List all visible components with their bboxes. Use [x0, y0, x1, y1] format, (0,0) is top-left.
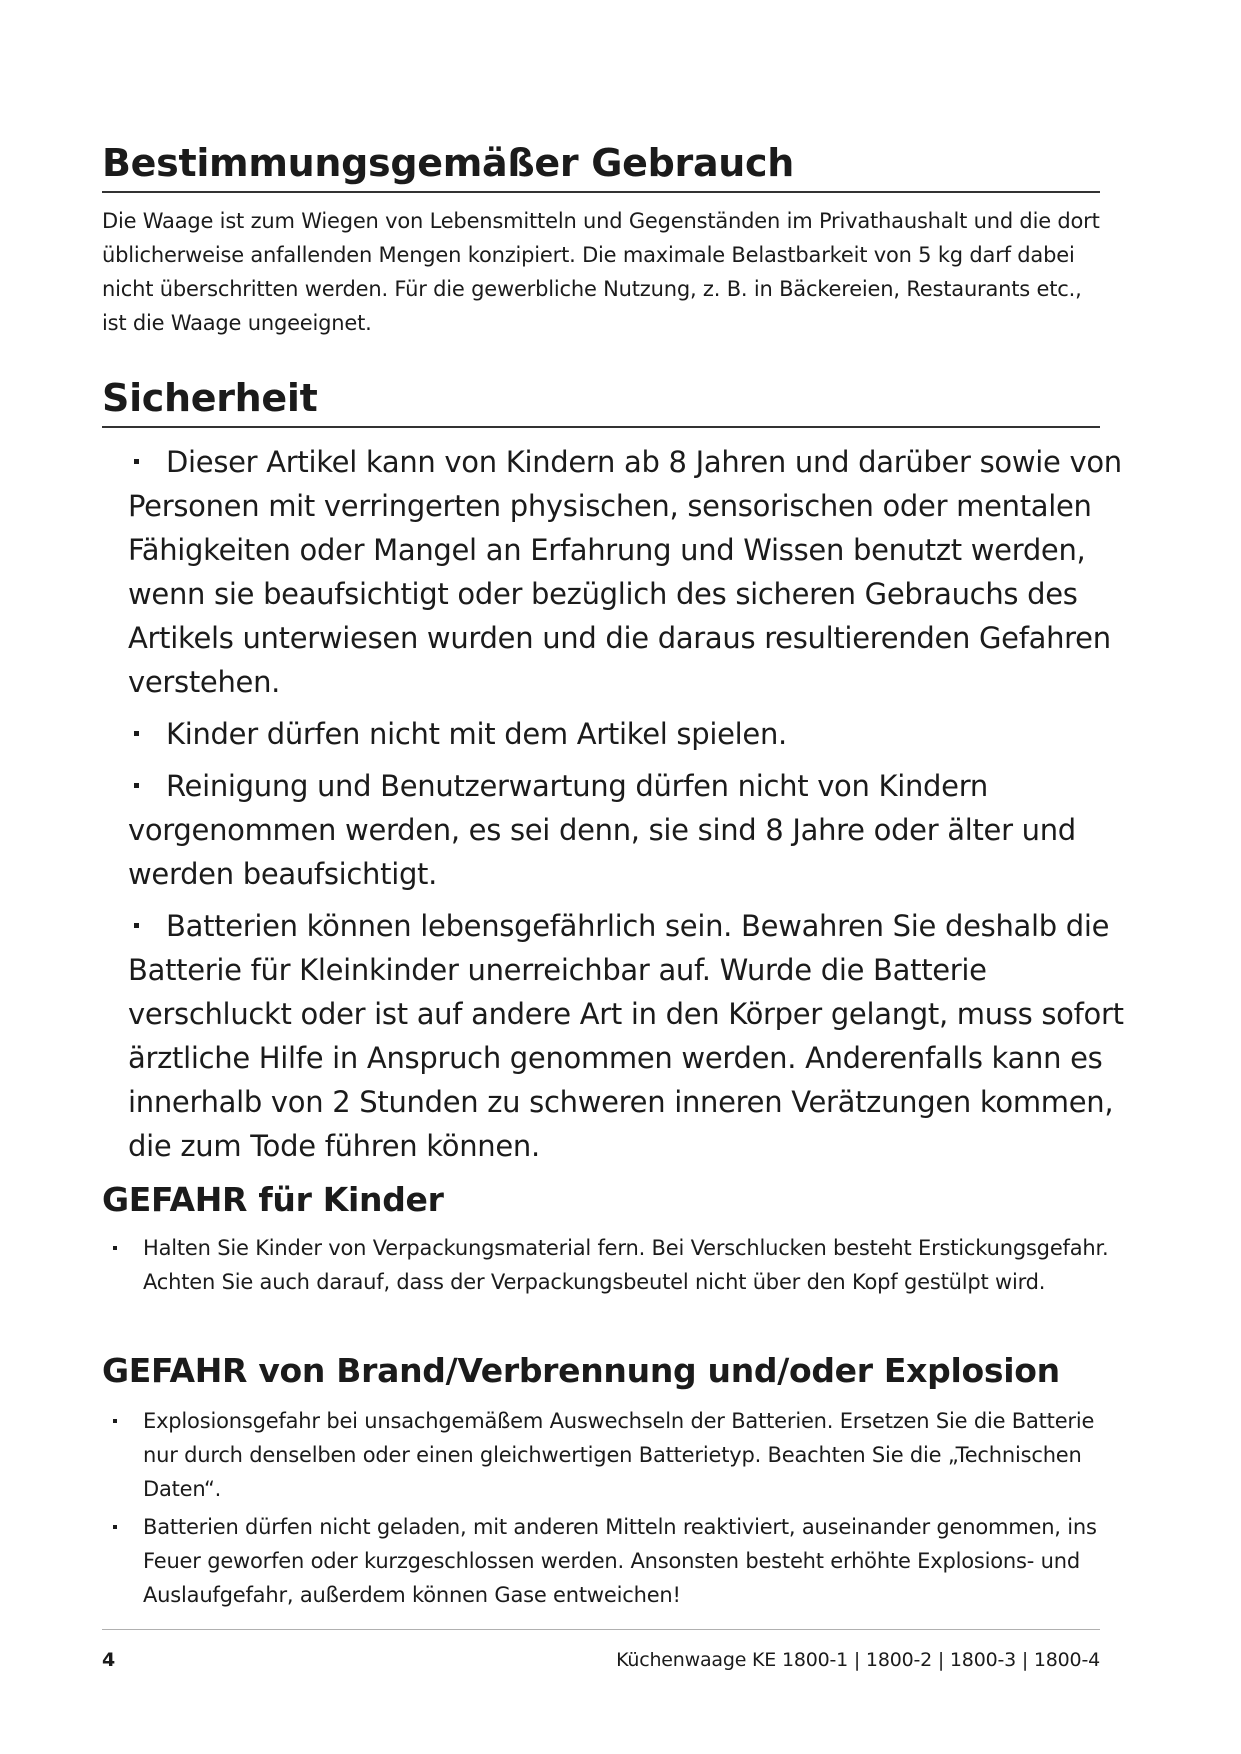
section-title-usage: Bestimmungsgemäßer Gebrauch: [102, 141, 1100, 193]
list-item: Batterien können lebensgefährlich sein. Bewahren Sie deshalb die Batterie für Kleinkinder unerreichbar auf. Wurde die Batterie verschluckt oder ist auf andere Art in den Körper gelangt, muss sofort ärztliche Hilfe in Anspruch genommen werden. Anderenfalls kann es innerhalb von 2 Stunden zu schweren inneren Verätzungen kommen, die zum Tode führen können.: [128, 909, 1124, 1163]
list-item: Halten Sie Kinder von Verpackungsmaterial fern. Bei Verschlucken besteht Erstickungsgefahr. Achten Sie auch darauf, dass der Verpackungsbeutel nicht über den Kopf gestülpt wird.: [143, 1231, 1123, 1299]
bullet-icon: [134, 731, 139, 736]
list-item: Kinder dürfen nicht mit dem Artikel spielen.: [128, 712, 1138, 756]
bullet-icon: [113, 1246, 117, 1250]
product-name: Küchenwaage KE 1800-1 | 1800-2 | 1800-3 | 1800-4: [616, 1649, 1100, 1671]
list-item: Dieser Artikel kann von Kindern ab 8 Jahren und darüber sowie von Personen mit verringerten physischen, sensorischen oder mentalen Fähigkeiten oder Mangel an Erfahrung und Wissen benutzt werden, wenn sie beaufsichtigt oder bezüglich des sicheren Gebrauchs des Artikels unterwiesen wurden und die daraus resultierenden Gefahren verstehen.: [128, 445, 1122, 699]
bullet-icon: [134, 783, 139, 788]
bullet-icon: [134, 923, 139, 928]
section-title-fire-danger: GEFAHR von Brand/Verbrennung und/oder Explosion: [102, 1351, 1060, 1390]
list-item: Reinigung und Benutzerwartung dürfen nicht von Kindern vorgenommen werden, es sei denn, sie sind 8 Jahre oder älter und werden beaufsichtigt.: [128, 769, 1076, 891]
footer-divider: [102, 1629, 1100, 1630]
fire-danger-list: [143, 1404, 1123, 1616]
bullet-icon: [113, 1419, 117, 1423]
safety-list: [128, 440, 1138, 1176]
bullet-icon: [134, 459, 139, 464]
children-danger-list: [143, 1231, 1123, 1303]
section-title-children-danger: GEFAHR für Kinder: [102, 1180, 444, 1219]
list-item: Explosionsgefahr bei unsachgemäßem Auswechseln der Batterien. Ersetzen Sie die Batterie nur durch denselben oder einen gleichwertigen Batterietyp. Beachten Sie die „Technischen Daten“.: [143, 1404, 1123, 1506]
list-item: Batterien dürfen nicht geladen, mit anderen Mitteln reaktiviert, auseinander genommen, ins Feuer geworfen oder kurzgeschlossen werden. Ansonsten besteht erhöhte Explosions- und Auslaufgefahr, außerdem können Gase entweichen!: [143, 1510, 1123, 1612]
page-number: 4: [102, 1649, 116, 1671]
bullet-icon: [113, 1525, 117, 1529]
usage-paragraph: Die Waage ist zum Wiegen von Lebensmitteln und Gegenständen im Privathaushalt und die dort üblicherweise anfallenden Mengen konzipiert. Die maximale Belastbarkeit von 5 kg darf dabei nicht überschritten werden. Für die gewerbliche Nutzung, z. B. in Bäckereien, Restaurants etc., ist die Waage ungeeignet.: [102, 209, 1100, 335]
section-title-safety: Sicherheit: [102, 376, 1100, 428]
